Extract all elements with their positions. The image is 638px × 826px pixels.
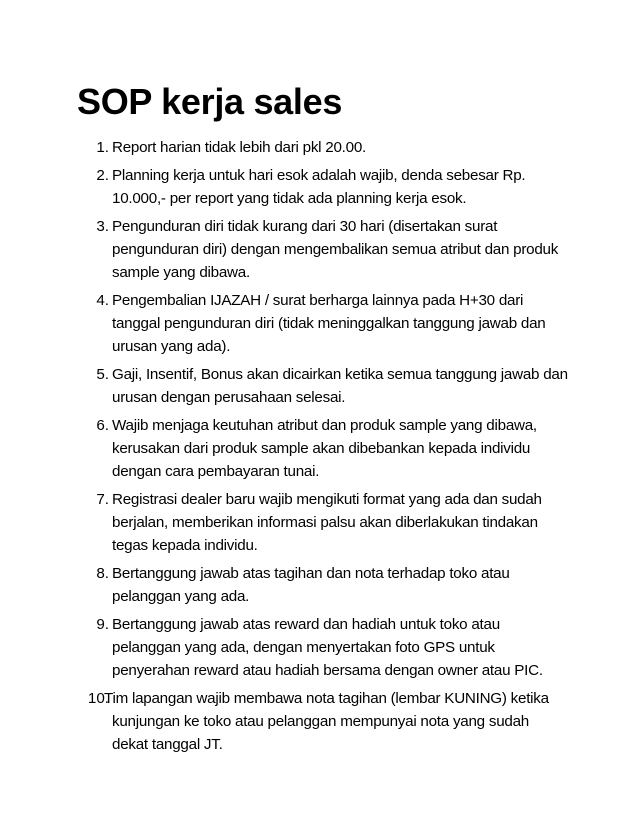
document-title: SOP kerja sales <box>77 81 343 122</box>
list-item-text: Pengunduran diri tidak kurang dari 30 hari (disertakan surat pengunduran diri) dengan mengembalikan semua atribut dan produk sample yang dibawa. <box>112 218 559 281</box>
list-item <box>0 562 568 608</box>
list-item-text: Report harian tidak lebih dari pkl 20.00. <box>112 139 367 156</box>
list-item-number: 9. <box>96 616 109 633</box>
list-item-text: Gaji, Insentif, Bonus akan dicairkan ketika semua tanggung jawab dan urusan dengan perusahaan selesai. <box>112 366 568 406</box>
list-item <box>0 488 568 557</box>
list-item-number: 2. <box>96 167 109 184</box>
list-item <box>0 687 560 756</box>
list-item-text: Bertanggung jawab atas reward dan hadiah untuk toko atau pelanggan yang ada, dengan menyertakan foto GPS untuk penyerahan reward atau hadiah bersama dengan owner atau PIC. <box>112 616 543 679</box>
list-item <box>0 414 568 483</box>
list-item-number: 3. <box>96 218 109 235</box>
list-item-number: 6. <box>96 417 109 434</box>
list-item <box>0 289 568 358</box>
list-item-number: 4. <box>96 292 109 309</box>
list-item-text: Pengembalian IJAZAH / surat berharga lainnya pada H+30 dari tanggal pengunduran diri (tidak meninggalkan tanggung jawab dan urusan yang ada). <box>112 292 546 355</box>
sop-list <box>0 136 568 761</box>
list-item-number: 8. <box>96 565 109 582</box>
list-item <box>0 363 568 409</box>
list-item-text: Bertanggung jawab atas tagihan dan nota terhadap toko atau pelanggan yang ada. <box>112 565 510 605</box>
list-item <box>0 164 568 210</box>
list-item <box>0 215 568 284</box>
list-item-text: Tim lapangan wajib membawa nota tagihan (lembar KUNING) ketika kunjungan ke toko atau pelanggan mempunyai nota yang sudah dekat tanggal JT. <box>104 690 549 753</box>
list-item-text: Registrasi dealer baru wajib mengikuti format yang ada dan sudah berjalan, memberikan informasi palsu akan diberlakukan tindakan tegas kepada individu. <box>112 491 542 554</box>
list-item <box>0 613 568 682</box>
list-item-text: Planning kerja untuk hari esok adalah wajib, denda sebesar Rp. 10.000,- per report yang tidak ada planning kerja esok. <box>112 167 526 207</box>
list-item-number: 10. <box>87 690 109 707</box>
list-item-number: 1. <box>96 139 109 156</box>
list-item-number: 5. <box>96 366 109 383</box>
list-item <box>0 136 568 159</box>
list-item-text: Wajib menjaga keutuhan atribut dan produk sample yang dibawa, kerusakan dari produk sample akan dibebankan kepada individu dengan cara pembayaran tunai. <box>112 417 537 480</box>
list-item-number: 7. <box>96 491 109 508</box>
